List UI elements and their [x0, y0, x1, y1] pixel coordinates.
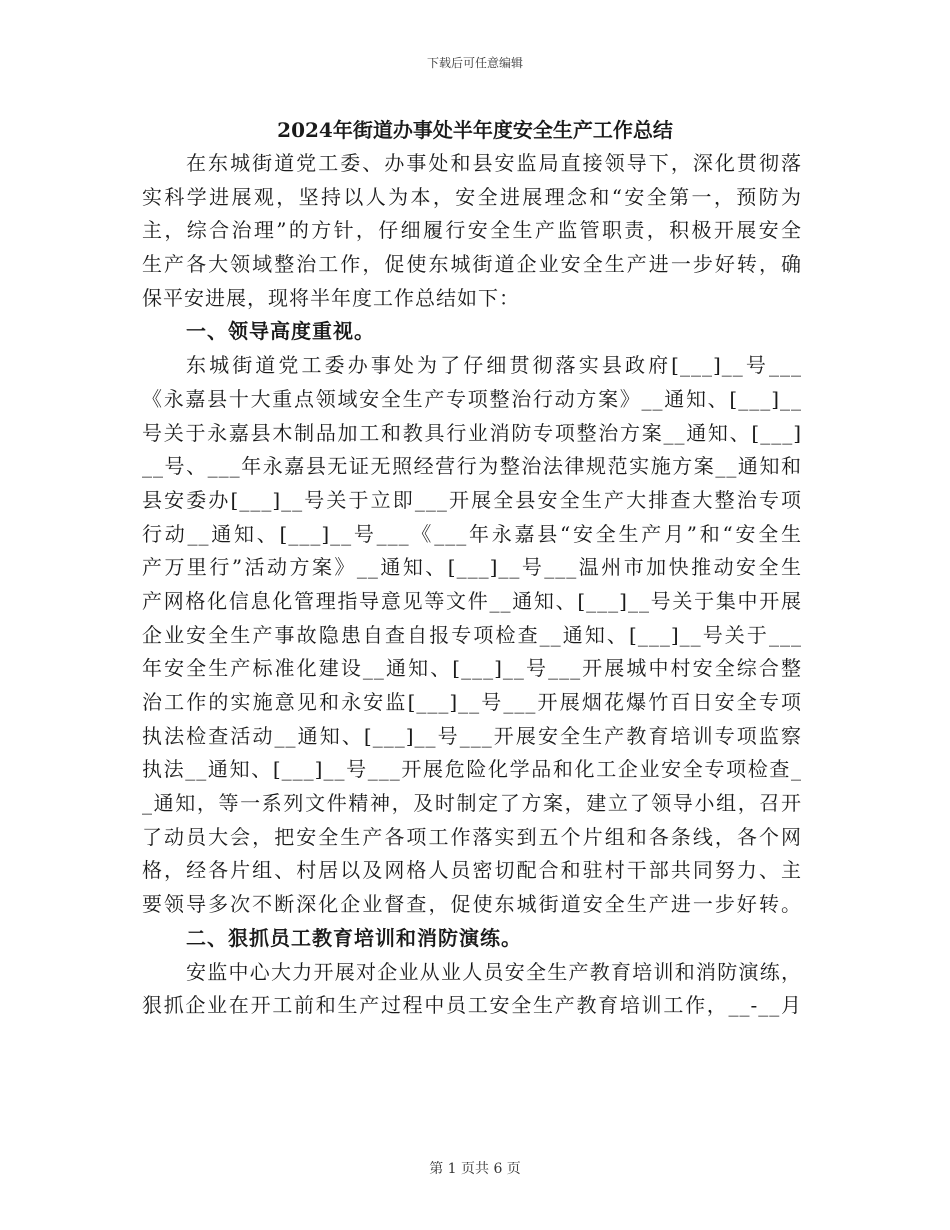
body-line: 实科学进展观，坚持以人为本，安全进展理念和“安全第一，预防为	[142, 184, 802, 209]
body-line: 了动员大会，把安全生产各项工作落实到五个片组和各条线，各个网	[142, 824, 802, 849]
body-line: 要领导多次不断深化企业督查，促使东城街道安全生产进一步好转。	[142, 892, 802, 917]
page-header: 下载后可任意编辑	[426, 56, 523, 70]
body-line: 狠抓企业在开工前和生产过程中员工安全生产教育培训工作，__-__月	[142, 993, 802, 1018]
body-line: 年安全生产标准化建设__通知、[___]__号___开展城中村安全综合整	[142, 656, 802, 681]
document-title: 2024年街道办事处半年度安全生产工作总结	[277, 118, 673, 142]
body-line: 在东城街道党工委、办事处和县安监局直接领导下，深化贯彻落	[186, 151, 802, 175]
page-footer: 第 1 页共 6 页	[429, 1161, 521, 1177]
body-line: 格，经各片组、村居以及网格人员密切配合和驻村干部共同努力、主	[142, 858, 802, 883]
body-line: 县安委办[___]__号关于立即___开展全县安全生产大排查大整治专项	[142, 487, 802, 512]
body-line: 《永嘉县十大重点领域安全生产专项整治行动方案》__通知、[___]__	[142, 386, 802, 411]
body-line: 产网格化信息化管理指导意见等文件__通知、[___]__号关于集中开展	[142, 588, 802, 613]
section-heading: 一、领导高度重视。	[186, 319, 375, 344]
document-body	[142, 147, 802, 1023]
body-line: 生产各大领域整治工作，促使东城街道企业安全生产进一步好转，确	[142, 252, 802, 277]
body-line: __号、___年永嘉县无证无照经营行为整治法律规范实施方案__通知和	[142, 454, 802, 479]
body-line: 东城街道党工委办事处为了仔细贯彻落实县政府[___]__号___	[186, 353, 802, 378]
section-heading: 二、狠抓员工教育培训和消防演练。	[186, 925, 522, 950]
body-line: 执法__通知、[___]__号___开展危险化学品和化工企业安全专项检查_	[142, 757, 802, 782]
body-line: 治工作的实施意见和永安监[___]__号___开展烟花爆竹百日安全专项	[142, 690, 802, 714]
body-line: 产万里行”活动方案》__通知、[___]__号___温州市加快推动安全生	[142, 555, 802, 580]
body-line: 企业安全生产事故隐患自查自报专项检查__通知、[___]__号关于___	[142, 622, 802, 647]
body-line: 主，综合治理”的方针，仔细履行安全生产监管职责，积极开展安全	[142, 218, 802, 243]
body-line: 号关于永嘉县木制品加工和教具行业消防专项整治方案__通知、[___]	[142, 420, 802, 445]
body-line: 安监中心大力开展对企业从业人员安全生产教育培训和消防演练，	[186, 959, 802, 984]
body-line: 保平安进展，现将半年度工作总结如下：	[142, 285, 520, 310]
body-line: 行动__通知、[___]__号___《___年永嘉县“安全生产月”和“安全生	[142, 521, 802, 546]
body-line: _通知，等一系列文件精神，及时制定了方案，建立了领导小组，召开	[142, 791, 802, 816]
body-line: 执法检查活动__通知、[___]__号___开展安全生产教育培训专项监察	[142, 723, 802, 748]
